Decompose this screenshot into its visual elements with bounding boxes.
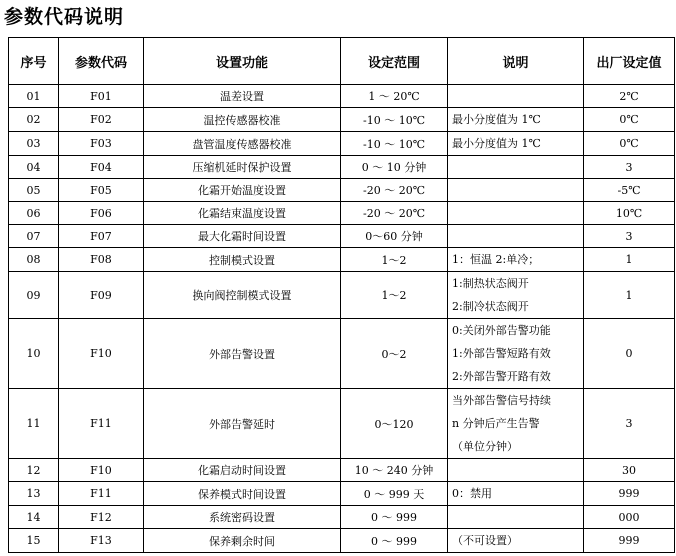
cell-range: -10 ～ 10℃ xyxy=(341,108,448,132)
cell-range: 0～120 xyxy=(341,389,448,459)
table-row xyxy=(9,529,675,553)
cell-code: F11 xyxy=(59,389,144,459)
header-no: 序号 xyxy=(9,38,59,85)
cell-default: 10℃ xyxy=(584,202,675,225)
cell-code: F04 xyxy=(59,156,144,179)
header-note: 说明 xyxy=(448,38,584,85)
note-line: n 分钟后产生告警 xyxy=(452,417,540,430)
cell-note xyxy=(448,506,584,529)
cell-function: 保养模式时间设置 xyxy=(144,482,341,506)
cell-function: 最大化霜时间设置 xyxy=(144,225,341,248)
cell-note xyxy=(448,225,584,248)
cell-code: F01 xyxy=(59,85,144,108)
cell-note xyxy=(448,459,584,482)
table-row xyxy=(9,459,675,482)
cell-range: 0 ～ 999 天 xyxy=(341,482,448,506)
header-range: 设定范围 xyxy=(341,38,448,85)
cell-default: 999 xyxy=(584,529,675,553)
cell-function: 化霜开始温度设置 xyxy=(144,179,341,202)
table-row xyxy=(9,272,675,319)
table-row xyxy=(9,389,675,459)
cell-default: -5℃ xyxy=(584,179,675,202)
cell-function: 保养剩余时间 xyxy=(144,529,341,553)
cell-function: 化霜结束温度设置 xyxy=(144,202,341,225)
cell-code: F08 xyxy=(59,248,144,272)
cell-range: -20 ～ 20℃ xyxy=(341,179,448,202)
cell-default: 3 xyxy=(584,389,675,459)
cell-no: 14 xyxy=(9,506,59,529)
cell-default: 2℃ xyxy=(584,85,675,108)
note-line: 0:关闭外部告警功能 xyxy=(452,324,551,337)
cell-function: 化霜启动时间设置 xyxy=(144,459,341,482)
note-line: 2:制冷状态阀开 xyxy=(452,300,529,313)
table-row xyxy=(9,179,675,202)
cell-function: 压缩机延时保护设置 xyxy=(144,156,341,179)
note-line: 1:外部告警短路有效 xyxy=(452,347,551,360)
cell-range: 10 ～ 240 分钟 xyxy=(341,459,448,482)
cell-range: 1～2 xyxy=(341,272,448,319)
cell-note xyxy=(448,248,584,272)
cell-default: 3 xyxy=(584,225,675,248)
table-body xyxy=(9,85,675,553)
cell-no: 07 xyxy=(9,225,59,248)
cell-default: 0 xyxy=(584,319,675,389)
table-row xyxy=(9,156,675,179)
cell-no: 05 xyxy=(9,179,59,202)
cell-default: 000 xyxy=(584,506,675,529)
cell-function: 温差设置 xyxy=(144,85,341,108)
cell-code: F10 xyxy=(59,319,144,389)
cell-function: 换向阀控制模式设置 xyxy=(144,272,341,319)
cell-function: 外部告警延时 xyxy=(144,389,341,459)
cell-note xyxy=(448,85,584,108)
cell-note xyxy=(448,272,584,319)
table-row xyxy=(9,85,675,108)
table-row xyxy=(9,506,675,529)
note-line: 当外部告警信号持续 xyxy=(452,394,551,407)
cell-code: F03 xyxy=(59,132,144,156)
cell-range: -10 ～ 10℃ xyxy=(341,132,448,156)
cell-no: 01 xyxy=(9,85,59,108)
note-line: 最小分度值为 1℃ xyxy=(452,137,541,150)
note-line: 0：禁用 xyxy=(452,487,492,500)
cell-code: F11 xyxy=(59,482,144,506)
cell-range: 0 ～ 10 分钟 xyxy=(341,156,448,179)
note-line: 2:外部告警开路有效 xyxy=(452,370,551,383)
cell-note xyxy=(448,529,584,553)
cell-no: 02 xyxy=(9,108,59,132)
cell-range: 0～2 xyxy=(341,319,448,389)
table-row xyxy=(9,482,675,506)
cell-code: F06 xyxy=(59,202,144,225)
cell-function: 外部告警设置 xyxy=(144,319,341,389)
cell-function: 控制模式设置 xyxy=(144,248,341,272)
cell-code: F12 xyxy=(59,506,144,529)
cell-default: 0℃ xyxy=(584,132,675,156)
cell-note xyxy=(448,482,584,506)
cell-no: 13 xyxy=(9,482,59,506)
cell-code: F02 xyxy=(59,108,144,132)
cell-function: 盘管温度传感器校准 xyxy=(144,132,341,156)
header-function: 设置功能 xyxy=(144,38,341,85)
page-title: 参数代码说明 xyxy=(4,6,125,28)
cell-default: 3 xyxy=(584,156,675,179)
header-code: 参数代码 xyxy=(59,38,144,85)
cell-no: 10 xyxy=(9,319,59,389)
table-row xyxy=(9,202,675,225)
cell-note xyxy=(448,108,584,132)
cell-no: 11 xyxy=(9,389,59,459)
cell-default: 999 xyxy=(584,482,675,506)
cell-note xyxy=(448,319,584,389)
table-row xyxy=(9,319,675,389)
cell-note xyxy=(448,132,584,156)
cell-function: 系统密码设置 xyxy=(144,506,341,529)
cell-code: F07 xyxy=(59,225,144,248)
cell-default: 0℃ xyxy=(584,108,675,132)
cell-function: 温控传感器校准 xyxy=(144,108,341,132)
cell-range: 0 ～ 999 xyxy=(341,506,448,529)
table-row xyxy=(9,248,675,272)
cell-no: 06 xyxy=(9,202,59,225)
cell-default: 1 xyxy=(584,248,675,272)
parameter-table xyxy=(8,37,675,553)
cell-no: 04 xyxy=(9,156,59,179)
table-row xyxy=(9,108,675,132)
note-line: （单位分钟） xyxy=(452,440,518,453)
cell-default: 1 xyxy=(584,272,675,319)
cell-note xyxy=(448,179,584,202)
table-row xyxy=(9,132,675,156)
cell-range: -20 ～ 20℃ xyxy=(341,202,448,225)
cell-code: F13 xyxy=(59,529,144,553)
cell-no: 15 xyxy=(9,529,59,553)
cell-note xyxy=(448,389,584,459)
cell-no: 12 xyxy=(9,459,59,482)
cell-no: 08 xyxy=(9,248,59,272)
cell-no: 09 xyxy=(9,272,59,319)
cell-code: F05 xyxy=(59,179,144,202)
cell-default: 30 xyxy=(584,459,675,482)
note-line: 1:制热状态阀开 xyxy=(452,277,529,290)
cell-note xyxy=(448,156,584,179)
cell-range: 0～60 分钟 xyxy=(341,225,448,248)
table-row xyxy=(9,225,675,248)
table-header-row xyxy=(9,38,675,85)
cell-range: 1～2 xyxy=(341,248,448,272)
header-default: 出厂设定值 xyxy=(584,38,675,85)
note-line: 最小分度值为 1℃ xyxy=(452,113,541,126)
note-line: 1：恒温 2:单冷； xyxy=(452,253,540,266)
cell-code: F09 xyxy=(59,272,144,319)
cell-range: 1 ～ 20℃ xyxy=(341,85,448,108)
cell-note xyxy=(448,202,584,225)
note-line: （不可设置） xyxy=(452,534,518,547)
cell-range: 0 ～ 999 xyxy=(341,529,448,553)
cell-code: F10 xyxy=(59,459,144,482)
cell-no: 03 xyxy=(9,132,59,156)
